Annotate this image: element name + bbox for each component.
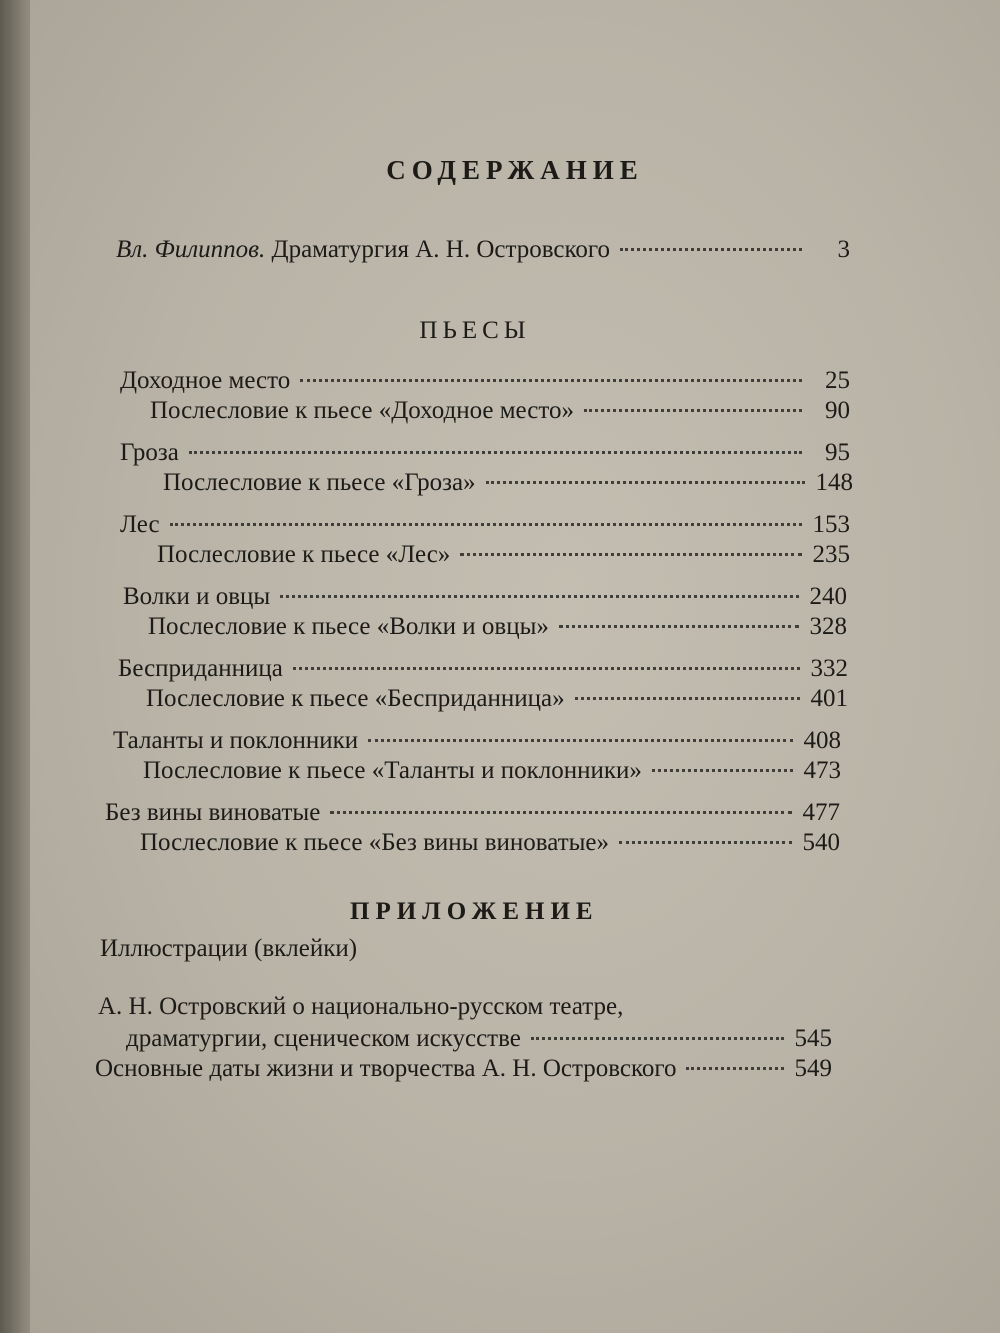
intro-entry-label: [116, 235, 610, 265]
page-number: 545: [794, 1025, 832, 1052]
dot-leader: [619, 841, 792, 844]
toc-entry-appendix: [126, 1024, 832, 1054]
dot-leader: [575, 697, 800, 700]
play-title: Таланты и поклонники: [113, 727, 359, 754]
afterword-title: Послесловие к пьесе «Бесприданница»: [146, 685, 565, 712]
afterword-title: Послесловие к пьесе «Гроза»: [163, 469, 476, 496]
intro-author: Вл. Филиппов.: [116, 236, 266, 263]
page-number: 328: [809, 613, 847, 640]
toc-entry-afterword: [157, 540, 850, 570]
page-number: 477: [802, 799, 840, 826]
appendix-heading: ПРИЛОЖЕНИЕ: [350, 898, 599, 925]
toc-entry-play: [105, 798, 840, 828]
dot-leader: [559, 625, 799, 628]
dot-leader: [293, 667, 800, 670]
afterword-title: Послесловие к пьесе «Доходное место»: [150, 397, 574, 424]
page-number: 332: [810, 655, 848, 682]
page-number: 25: [825, 367, 850, 394]
appendix-illustrations: Иллюстрации (вклейки): [100, 935, 358, 962]
appendix-ostrovsky-line1: А. Н. Островский о национально-русском театре,: [98, 993, 624, 1020]
page-number: 153: [812, 511, 850, 538]
play-title: Лес: [120, 511, 160, 538]
page-number: 408: [803, 727, 841, 754]
toc-entry-afterword: [150, 396, 850, 426]
toc-entry-play: [120, 438, 850, 468]
appendix-ostrovsky-line2: драматургии, сценическом искусстве: [126, 1025, 521, 1052]
dot-leader: [531, 1037, 784, 1040]
page-number: 148: [815, 469, 853, 496]
toc-entry-play: [118, 654, 848, 684]
page-number: 235: [812, 541, 850, 568]
toc-entry-play: [113, 726, 841, 756]
plays-heading: ПЬЕСЫ: [419, 317, 531, 344]
appendix-dates-label: Основные даты жизни и творчества А. Н. Островского: [95, 1055, 677, 1082]
dot-leader: [686, 1067, 784, 1070]
toc-entry-play: [123, 582, 847, 612]
dot-leader: [486, 481, 805, 484]
toc-entry-afterword: [143, 756, 841, 786]
page-number: 401: [810, 685, 848, 712]
dot-leader: [330, 811, 792, 814]
page-number: 540: [802, 829, 840, 856]
toc-entry-afterword: [163, 468, 853, 498]
book-page: [30, 0, 1000, 1333]
page-number: 95: [825, 439, 850, 466]
dot-leader: [652, 769, 793, 772]
toc-entry-appendix: [95, 1054, 832, 1084]
page-number: 90: [825, 397, 850, 424]
intro-page-number: 3: [837, 236, 850, 263]
dot-leader: [189, 451, 802, 454]
dot-leader: [280, 595, 799, 598]
contents-title: СОДЕРЖАНИЕ: [386, 155, 644, 185]
dot-leader: [460, 553, 802, 556]
afterword-title: Послесловие к пьесе «Таланты и поклонники»: [143, 757, 642, 784]
play-title: Гроза: [120, 439, 179, 466]
toc-entry-afterword: [148, 612, 847, 642]
toc-entry-play: [120, 366, 850, 396]
toc-entry-play: [120, 510, 850, 540]
toc-entry-afterword: [146, 684, 848, 714]
intro-title: Драматургия А. Н. Островского: [271, 236, 611, 263]
afterword-title: Послесловие к пьесе «Волки и овцы»: [148, 613, 549, 640]
dot-leader: [300, 379, 802, 382]
page-number: 549: [794, 1055, 832, 1082]
play-title: Без вины виноватые: [105, 799, 321, 826]
intro-entry: [116, 235, 850, 265]
dot-leader: [584, 409, 802, 412]
page-number: 473: [803, 757, 841, 784]
page-number: 240: [809, 583, 847, 610]
play-title: Бесприданница: [118, 655, 283, 682]
afterword-title: Послесловие к пьесе «Лес»: [157, 541, 451, 568]
toc-entry-afterword: [140, 828, 840, 858]
dot-leader: [170, 523, 802, 526]
afterword-title: Послесловие к пьесе «Без вины виноватые»: [140, 829, 610, 856]
dot-leader: [368, 739, 793, 742]
dot-leader: [620, 248, 802, 251]
play-title: Доходное место: [120, 367, 291, 394]
play-title: Волки и овцы: [123, 583, 271, 610]
